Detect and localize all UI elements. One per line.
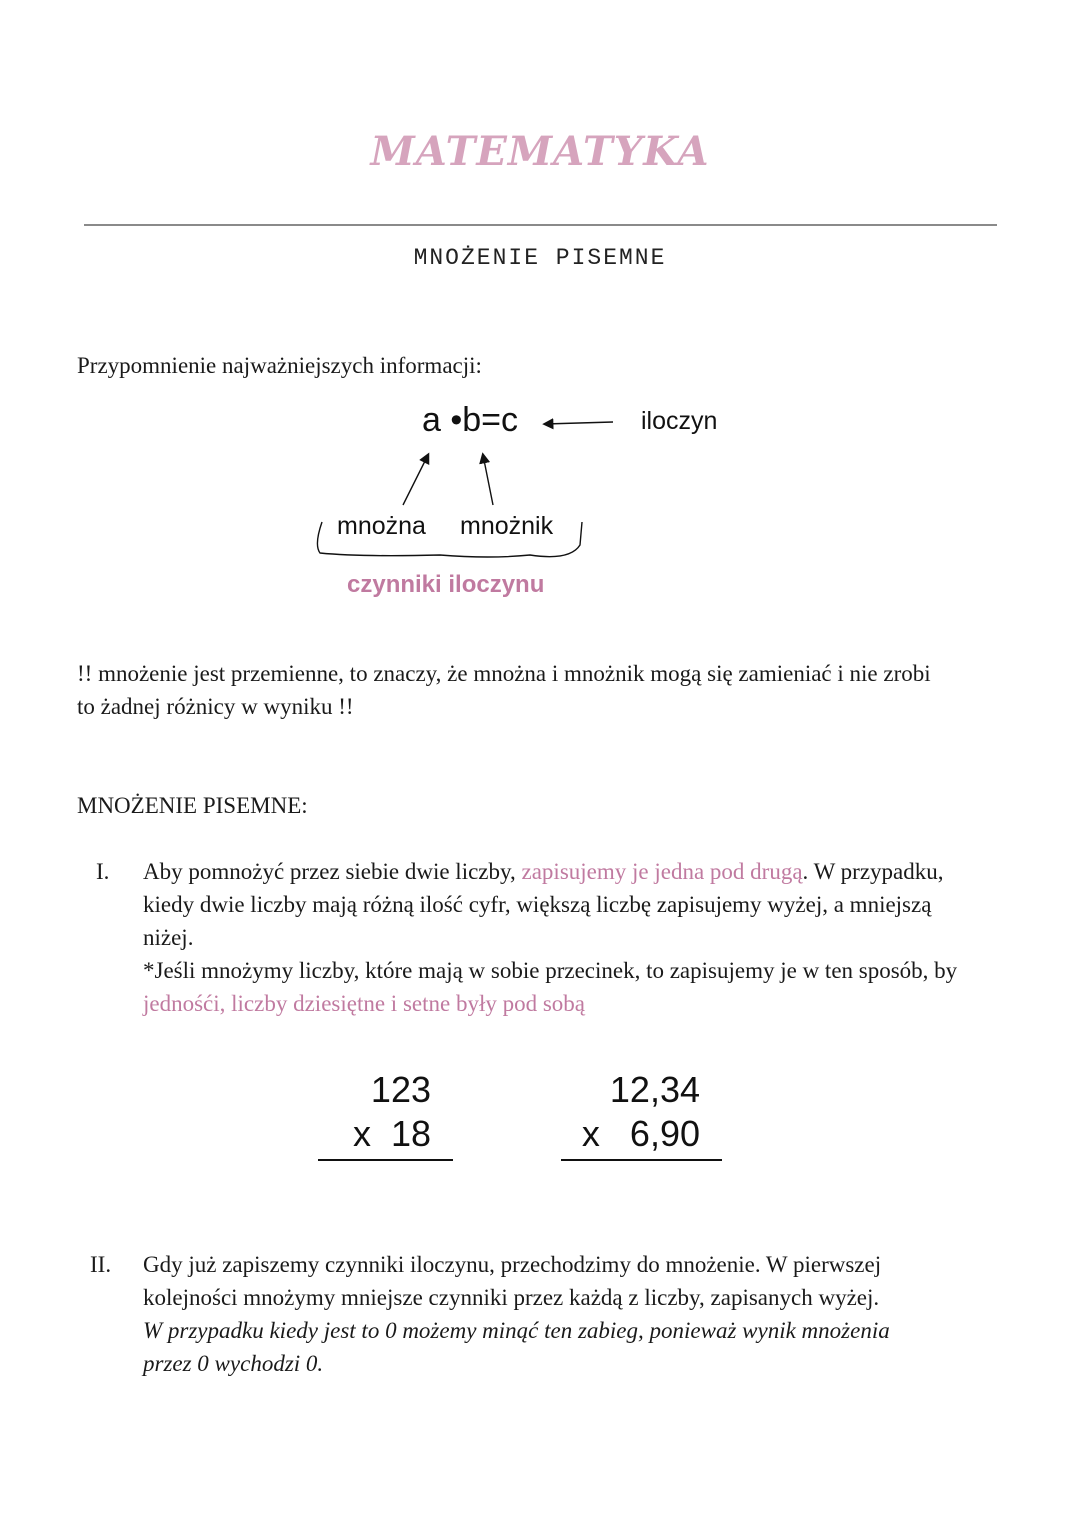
step-1-text [143, 855, 1013, 1020]
step-1-highlight: zapisujemy je jedna pod drugą [521, 859, 803, 884]
commutative-note [77, 657, 1017, 723]
step-1-number: I. [96, 859, 110, 884]
step-1-text-b: . W przypadku, [802, 859, 944, 884]
step-1-line-2: kiedy dwie liczby mają różną ilość cyfr, większą liczbę zapisujemy wyżej, a mniejszą [143, 892, 932, 917]
example-2-rule [561, 1159, 722, 1161]
factor-a-label: mnożna [337, 512, 426, 540]
example-2-operator: x [581, 1113, 600, 1154]
page-subtitle: MNOŻENIE PISEMNE [413, 245, 667, 271]
note-line-2: to żadnej różnicy w wyniku !! [77, 694, 354, 719]
step-1-line-5-highlight: jednośći, liczby dziesiętne i setne były pod sobą [143, 991, 585, 1016]
header-divider [84, 224, 997, 226]
step-1-text-a: Aby pomnożyć przez siebie dwie liczby, [143, 859, 522, 884]
intro-heading: Przypomnienie najważniejszych informacji: [77, 353, 482, 378]
factor-b-label: mnożnik [460, 512, 554, 540]
example-1-rule [318, 1159, 453, 1161]
step-2-line-3-italic: W przypadku kiedy jest to 0 możemy minąć ten zabieg, ponieważ wynik mnożenia [143, 1318, 890, 1343]
example-1-operator: x [352, 1113, 371, 1154]
page-title: MATEMATYKA [370, 128, 710, 175]
example-2-top: 12,34 [609, 1069, 700, 1110]
step-2-number: II. [90, 1252, 112, 1277]
multiplication-terms-diagram [300, 395, 740, 610]
example-1-top: 123 [370, 1069, 431, 1110]
product-label: iloczyn [641, 407, 718, 435]
step-1-line-1 [143, 855, 1013, 888]
example-2-bottom-row [561, 1112, 722, 1156]
step-1-line-3: niżej. [143, 925, 194, 950]
step-1-line-4: *Jeśli mnożymy liczby, które mają w sobie przecinek, to zapisujemy je w ten sposób, by [143, 958, 958, 983]
note-line-1: !! mnożenie jest przemienne, to znaczy, że mnożna i mnożnik mogą się zamieniać i nie zrobi [77, 661, 931, 686]
example-2 [561, 1068, 722, 1161]
example-1-bottom-row [318, 1112, 453, 1156]
example-1 [318, 1068, 453, 1161]
step-2-text [143, 1248, 1013, 1380]
step-2-line-1: Gdy już zapiszemy czynniki iloczynu, przechodzimy do mnożenie. W pierwszej [143, 1252, 882, 1277]
factors-group-label: czynniki iloczynu [347, 571, 545, 598]
step-2-line-2: kolejności mnożymy mniejsze czynniki przez każdą z liczby, zapisanych wyżej. [143, 1285, 880, 1310]
formula: a •b=c [422, 401, 519, 439]
section-heading: MNOŻENIE PISEMNE: [77, 793, 308, 818]
example-2-bottom: 6,90 [629, 1113, 700, 1154]
step-2-line-4-italic: przez 0 wychodzi 0. [143, 1351, 324, 1376]
example-1-bottom: 18 [390, 1113, 431, 1154]
